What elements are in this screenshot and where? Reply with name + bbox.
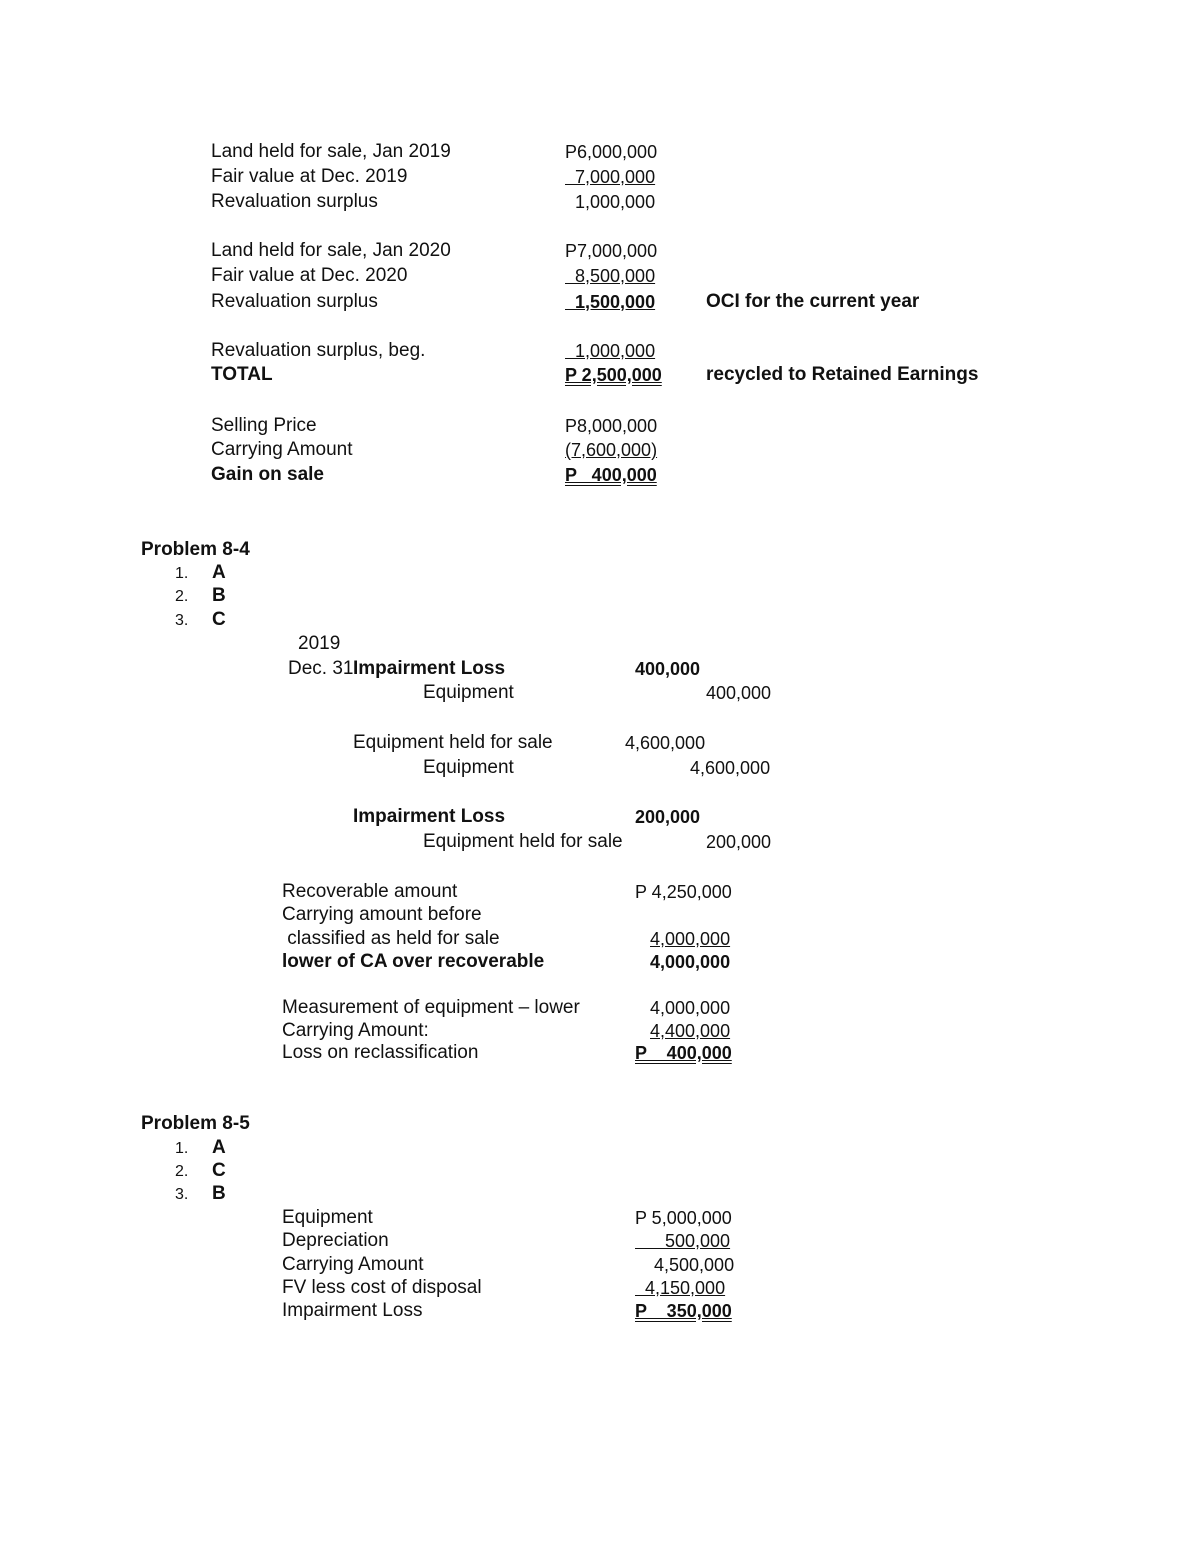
answer-letter: A [212, 1137, 226, 1158]
answer-letter: C [212, 609, 226, 630]
calc-value: P 400,000 [635, 1043, 732, 1063]
calc-value: 4,400,000 [650, 1021, 731, 1041]
answer-number: 3. [175, 1186, 189, 1203]
calc-value: P 350,000 [635, 1301, 732, 1321]
row-label: Selling Price [211, 415, 317, 436]
calc-value: 4,000,000 [650, 998, 731, 1018]
calc-value: 500,000 [635, 1231, 731, 1251]
journal-credit-account: Equipment [423, 682, 514, 703]
row-label: Fair value at Dec. 2019 [211, 166, 408, 187]
journal-credit-amount: 400,000 [706, 683, 772, 703]
calc-label: Depreciation [282, 1230, 389, 1251]
row-label: Carrying Amount [211, 439, 353, 460]
calc-label: lower of CA over recoverable [282, 951, 545, 972]
calc-label: Measurement of equipment – lower [282, 997, 580, 1018]
journal-debit-account: Impairment Loss [353, 806, 506, 827]
calc-label: Impairment Loss [282, 1300, 423, 1321]
calc-label: classified as held for sale [282, 928, 500, 949]
row-value: P8,000,000 [565, 416, 658, 436]
journal-year: 2019 [298, 633, 341, 654]
answer-number: 2. [175, 588, 189, 605]
row-value: 1,500,000 [565, 292, 656, 312]
answer-number: 1. [175, 565, 189, 582]
calc-value: P 4,250,000 [635, 882, 732, 902]
row-value: 8,500,000 [565, 266, 656, 286]
calc-label: Loss on reclassification [282, 1042, 479, 1063]
row-note: OCI for the current year [706, 291, 920, 312]
answer-letter: B [212, 1183, 226, 1204]
row-label: Land held for sale, Jan 2019 [211, 141, 451, 162]
journal-debit-account: Impairment Loss [353, 658, 506, 679]
problem-heading: Problem 8-4 [141, 539, 250, 560]
journal-debit-amount: 4,600,000 [625, 733, 706, 753]
calc-label: Carrying Amount [282, 1254, 424, 1275]
row-value: P7,000,000 [565, 241, 658, 261]
journal-credit-amount: 4,600,000 [690, 758, 771, 778]
row-label: Revaluation surplus, beg. [211, 340, 426, 361]
calc-label: Carrying Amount: [282, 1020, 429, 1041]
total-label: TOTAL [211, 364, 273, 385]
answer-number: 1. [175, 1140, 189, 1157]
gain-value: P 400,000 [565, 465, 657, 485]
calc-label: Carrying amount before [282, 904, 482, 925]
journal-credit-account: Equipment [423, 757, 514, 778]
calc-value: P 5,000,000 [635, 1208, 732, 1228]
calc-value: 4,000,000 [650, 952, 731, 972]
answer-number: 3. [175, 612, 189, 629]
calc-label: Equipment [282, 1207, 373, 1228]
row-value: 1,000,000 [575, 192, 656, 212]
answer-number: 2. [175, 1163, 189, 1180]
journal-credit-account: Equipment held for sale [423, 831, 623, 852]
row-note: recycled to Retained Earnings [706, 364, 979, 385]
row-label: Fair value at Dec. 2020 [211, 265, 408, 286]
journal-debit-amount: 400,000 [635, 659, 701, 679]
answer-letter: C [212, 1160, 226, 1181]
answer-letter: B [212, 585, 226, 606]
row-label: Revaluation surplus [211, 191, 378, 212]
calc-label: Recoverable amount [282, 881, 458, 902]
journal-credit-amount: 200,000 [706, 832, 772, 852]
total-value: P 2,500,000 [565, 365, 662, 385]
problem-heading: Problem 8-5 [141, 1113, 250, 1134]
row-value: P6,000,000 [565, 142, 658, 162]
row-label: Revaluation surplus [211, 291, 378, 312]
journal-debit-account: Equipment held for sale [353, 732, 553, 753]
gain-label: Gain on sale [211, 464, 324, 485]
journal-debit-amount: 200,000 [635, 807, 701, 827]
row-value: 7,000,000 [565, 167, 656, 187]
journal-date: Dec. 31 [288, 658, 354, 679]
answer-letter: A [212, 562, 226, 583]
row-label: Land held for sale, Jan 2020 [211, 240, 451, 261]
calc-value: 4,500,000 [654, 1255, 735, 1275]
calc-label: FV less cost of disposal [282, 1277, 482, 1298]
row-value: (7,600,000) [565, 440, 658, 460]
calc-value: 4,000,000 [650, 929, 731, 949]
calc-value: 4,150,000 [635, 1278, 726, 1298]
row-value: 1,000,000 [565, 341, 656, 361]
